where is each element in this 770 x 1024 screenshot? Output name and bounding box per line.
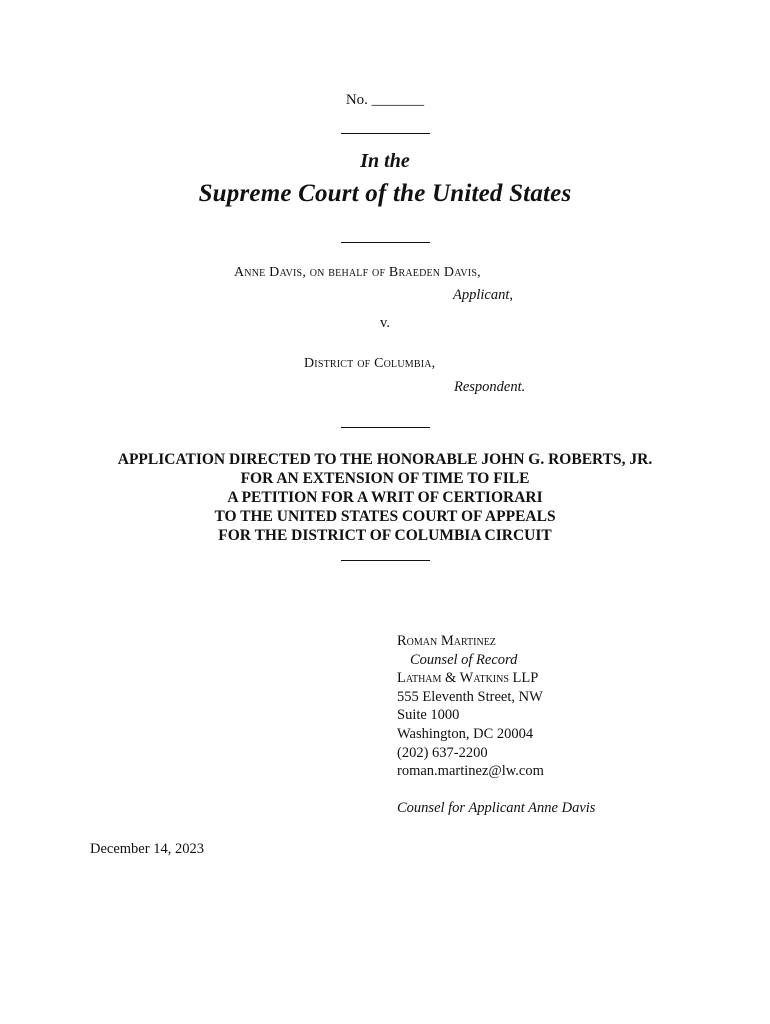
divider-rule <box>341 133 430 134</box>
counsel-email: roman.martinez@lw.com <box>397 763 544 780</box>
application-title-line: A PETITION FOR A WRIT OF CERTIORARI <box>227 489 543 506</box>
counsel-title: Counsel of Record <box>410 651 518 668</box>
applicant-name: Anne Davis, on behalf of Braeden Davis, <box>234 265 481 280</box>
court-prefix: In the <box>360 150 410 172</box>
application-title-line: FOR THE DISTRICT OF COLUMBIA CIRCUIT <box>218 527 552 544</box>
divider-rule <box>341 560 430 561</box>
counsel-firm <box>397 669 595 688</box>
docket-number: No. _______ <box>345 92 425 108</box>
counsel-for-party: Counsel for Applicant Anne Davis <box>397 800 596 817</box>
counsel-city: Washington, DC 20004 <box>397 725 534 742</box>
versus-label: v. <box>380 315 390 331</box>
filing-date: December 14, 2023 <box>90 841 204 857</box>
application-title <box>0 450 770 545</box>
applicant-role: Applicant, <box>453 287 514 303</box>
counsel-suite: Suite 1000 <box>397 707 460 724</box>
application-title-line: TO THE UNITED STATES COURT OF APPEALS <box>214 508 556 525</box>
divider-rule <box>341 427 430 428</box>
spacer <box>397 781 595 800</box>
counsel-block <box>397 632 595 818</box>
counsel-street: 555 Eleventh Street, NW <box>397 688 543 705</box>
respondent-name: District of Columbia, <box>304 356 436 371</box>
counsel-phone: (202) 637-2200 <box>397 744 488 761</box>
counsel-name: Roman Martinez <box>397 633 496 649</box>
firm-name: Latham & Watkins LLP <box>397 670 539 687</box>
application-title-line: FOR AN EXTENSION OF TIME TO FILE <box>240 470 530 487</box>
application-title-line: APPLICATION DIRECTED TO THE HONORABLE JOHN G. ROBERTS, JR. <box>117 451 653 468</box>
divider-rule <box>341 242 430 243</box>
court-name: Supreme Court of the United States <box>198 180 572 207</box>
respondent-role: Respondent. <box>454 379 526 395</box>
